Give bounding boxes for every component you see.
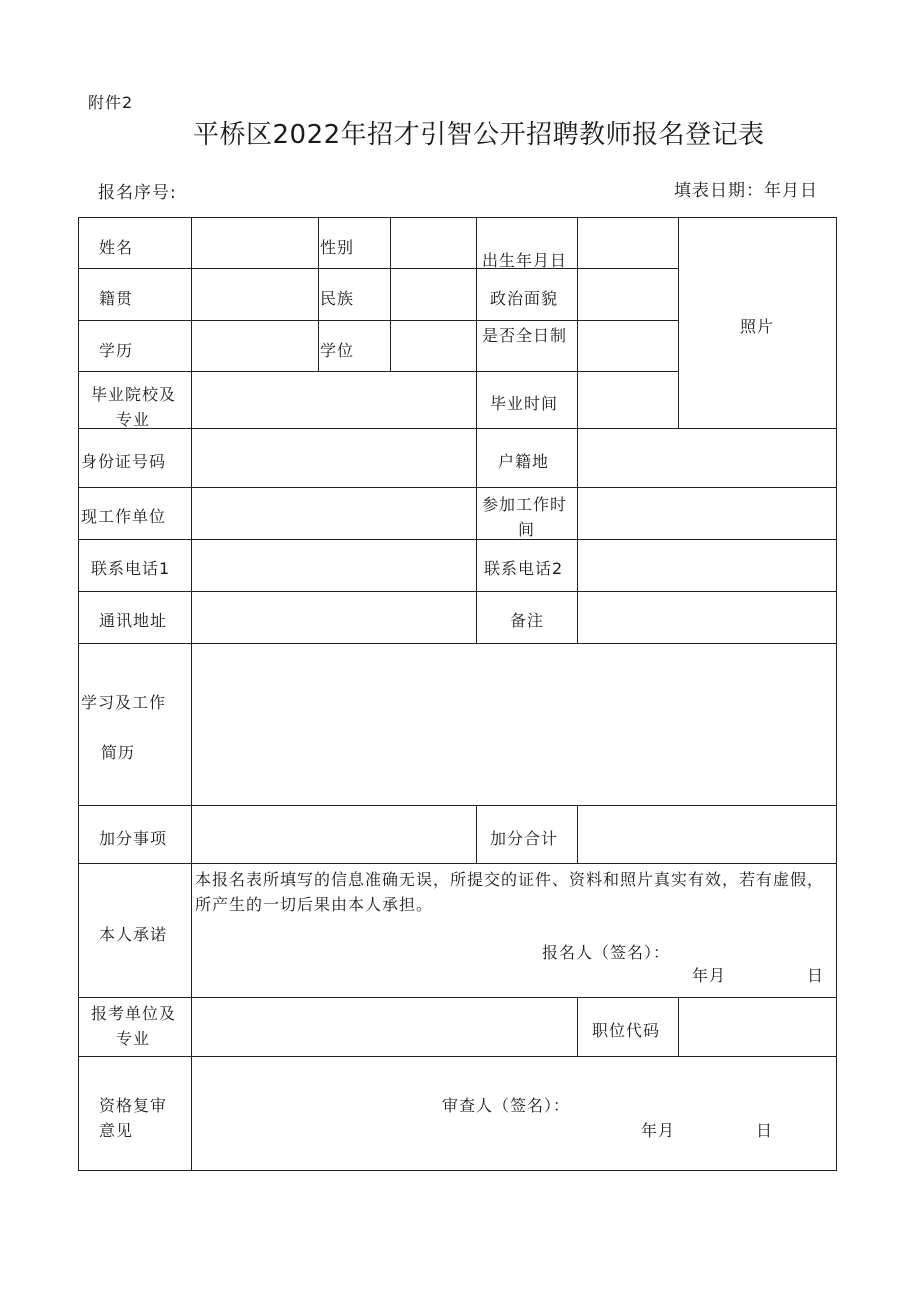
reviewer-signature-label: 审查人（签名）： xyxy=(442,1096,571,1115)
col-line xyxy=(678,997,679,1056)
apply-unit-label-line2: 专业 xyxy=(116,1029,151,1048)
photo-label: 照片 xyxy=(740,317,775,336)
fulltime-label: 是否全日制 xyxy=(482,326,568,345)
col-line xyxy=(577,997,578,1056)
table-border-right xyxy=(836,217,837,1171)
review-year-month: 年月 xyxy=(641,1121,676,1140)
workplace-label: 现工作单位 xyxy=(81,507,167,526)
resume-label-line2: 简历 xyxy=(101,743,136,762)
col-line xyxy=(191,217,192,1171)
form-title: 平桥区2022年招才引智公开招聘教师报名登记表 xyxy=(193,120,765,150)
gender-label: 性别 xyxy=(320,238,355,257)
commitment-year-month: 年月 xyxy=(692,966,727,985)
commitment-day: 日 xyxy=(807,966,825,985)
address-label: 通讯地址 xyxy=(99,611,168,630)
name-label: 姓名 xyxy=(99,238,134,257)
education-label: 学历 xyxy=(99,341,134,360)
review-label-line2: 意见 xyxy=(99,1121,134,1140)
col-line xyxy=(318,217,319,371)
birth-date-label: 出生年月日 xyxy=(482,251,568,270)
row-line xyxy=(78,320,679,321)
applicant-signature-label: 报名人（签名）： xyxy=(542,943,671,962)
col-line xyxy=(476,805,477,863)
row-line xyxy=(78,268,679,269)
ethnicity-label: 民族 xyxy=(320,289,355,308)
row-line xyxy=(78,371,679,372)
col-line xyxy=(577,805,578,863)
col-line xyxy=(476,217,477,643)
attachment-label: 附件2 xyxy=(88,93,134,112)
apply-unit-label-line1: 报考单位及 xyxy=(91,1004,177,1023)
remarks-label: 备注 xyxy=(510,611,545,630)
bonus-items-label: 加分事项 xyxy=(99,829,168,848)
phone2-label: 联系电话2 xyxy=(484,559,564,578)
table-border-left xyxy=(78,217,79,1171)
position-code-label: 职位代码 xyxy=(592,1021,661,1040)
graduation-time-label: 毕业时间 xyxy=(490,394,559,413)
school-major-label-line2: 专业 xyxy=(116,410,151,429)
fill-date-label: 填表日期：年月日 xyxy=(674,181,818,201)
degree-label: 学位 xyxy=(320,341,355,360)
col-line xyxy=(390,217,391,371)
school-major-label-line1: 毕业院校及 xyxy=(91,385,177,404)
work-start-label-line1: 参加工作时 xyxy=(482,495,568,514)
phone1-label: 联系电话1 xyxy=(91,559,171,578)
review-label-line1: 资格复审 xyxy=(99,1096,168,1115)
col-line xyxy=(577,217,578,643)
commitment-label: 本人承诺 xyxy=(99,925,168,944)
political-status-label: 政治面貌 xyxy=(490,289,559,308)
hukou-label: 户籍地 xyxy=(498,452,550,471)
commitment-text: 本报名表所填写的信息准确无误，所提交的证件、资料和照片真实有效，若有虚假，所产生的一切后果由本人承担。 xyxy=(195,870,825,914)
id-number-label: 身份证号码 xyxy=(81,452,167,471)
work-start-label-line2: 间 xyxy=(518,520,536,539)
resume-label-line1: 学习及工作 xyxy=(81,693,167,712)
col-line xyxy=(678,217,679,428)
review-day: 日 xyxy=(756,1121,774,1140)
native-place-label: 籍贯 xyxy=(99,289,134,308)
bonus-total-label: 加分合计 xyxy=(490,829,559,848)
serial-number-label: 报名序号: xyxy=(98,183,177,203)
